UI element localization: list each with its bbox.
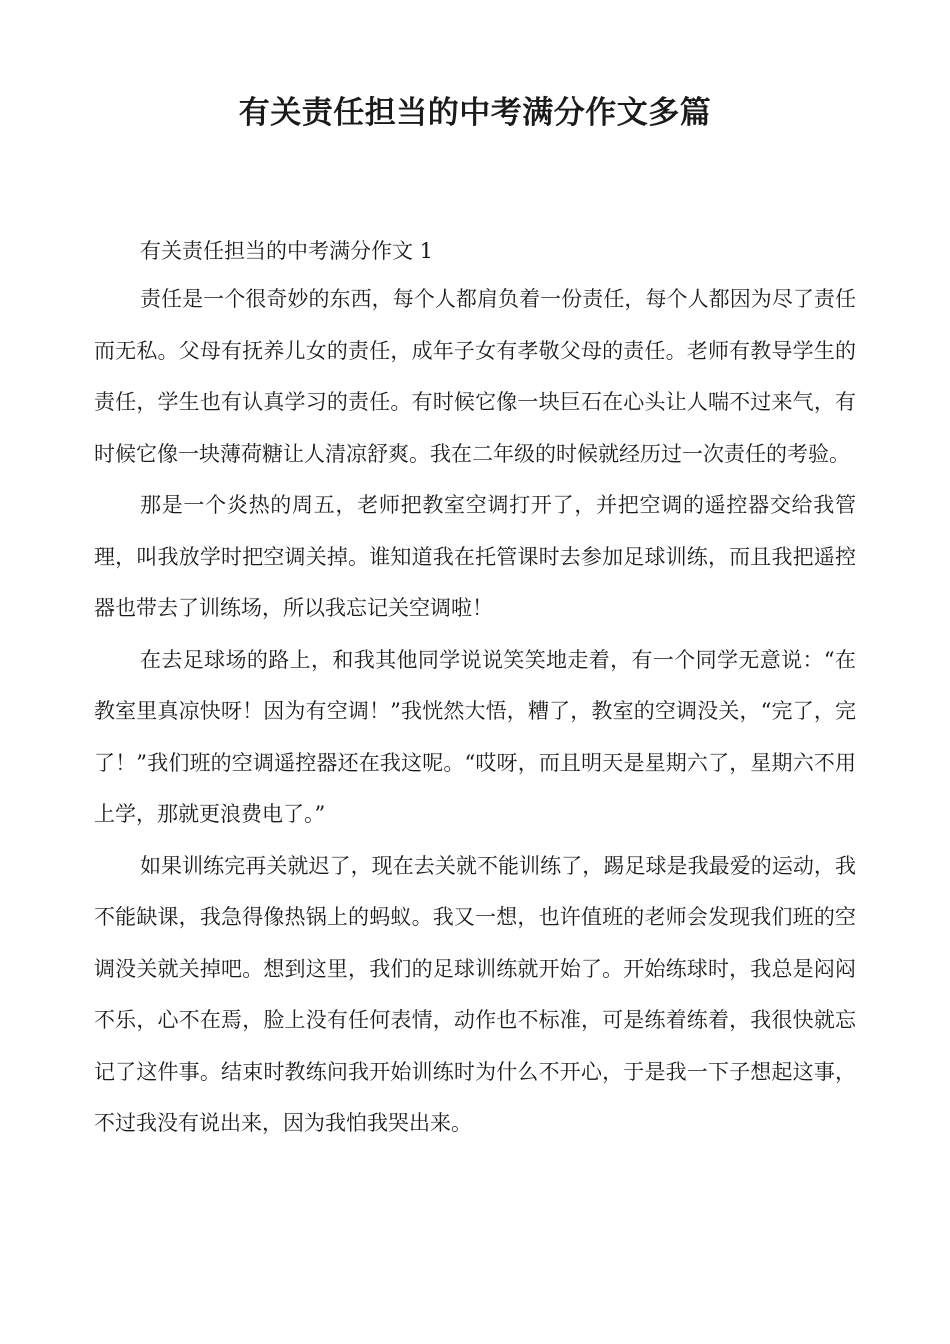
document-body — [94, 228, 856, 1150]
paragraph-1: 责任是一个很奇妙的东西，每个人都肩负着一份责任，每个人都因为尽了责任而无私。父母有抚养儿女的责任，成年子女有孝敬父母的责任。老师有教导学生的责任，学生也有认真学习的责任。有时候它像一块巨石在心头让人喘不过来气，有时候它像一块薄荷糖让人清凉舒爽。我在二年级的时候就经历过一次责任的考验。 — [94, 287, 856, 466]
document-title: 有关责任担当的中考满分作文多篇 — [238, 95, 712, 131]
paragraph-4: 如果训练完再关就迟了，现在去关就不能训练了，踢足球是我最爱的运动，我不能缺课，我急得像热锅上的蚂蚁。我又一想，也许值班的老师会发现我们班的空调没关就关掉吧。想到这里，我们的足球训练就开始了。开始练球时，我总是闷闷不乐，心不在焉，脸上没有任何表情，动作也不标准，可是练着练着，我很快就忘记了这件事。结束时教练问我开始训练时为什么不开心，于是我一下子想起这事，不过我没有说出来，因为我怕我哭出来。 — [94, 853, 856, 1135]
paragraph-3: 在去足球场的路上，和我其他同学说说笑笑地走着，有一个同学无意说：“在教室里真凉快呀！因为有空调！”我恍然大悟，糟了，教室的空调没关，“完了，完了！”我们班的空调遥控器还在我这呢。“哎呀，而且明天是星期六了，星期六不用上学，那就更浪费电了。” — [94, 647, 856, 826]
section-heading: 有关责任担当的中考满分作文 1 — [140, 239, 434, 263]
paragraph-2: 那是一个炎热的周五，老师把教室空调打开了，并把空调的遥控器交给我管理，叫我放学时把空调关掉。谁知道我在托管课时去参加足球训练，而且我把遥控器也带去了训练场，所以我忘记关空调啦！ — [94, 493, 856, 620]
